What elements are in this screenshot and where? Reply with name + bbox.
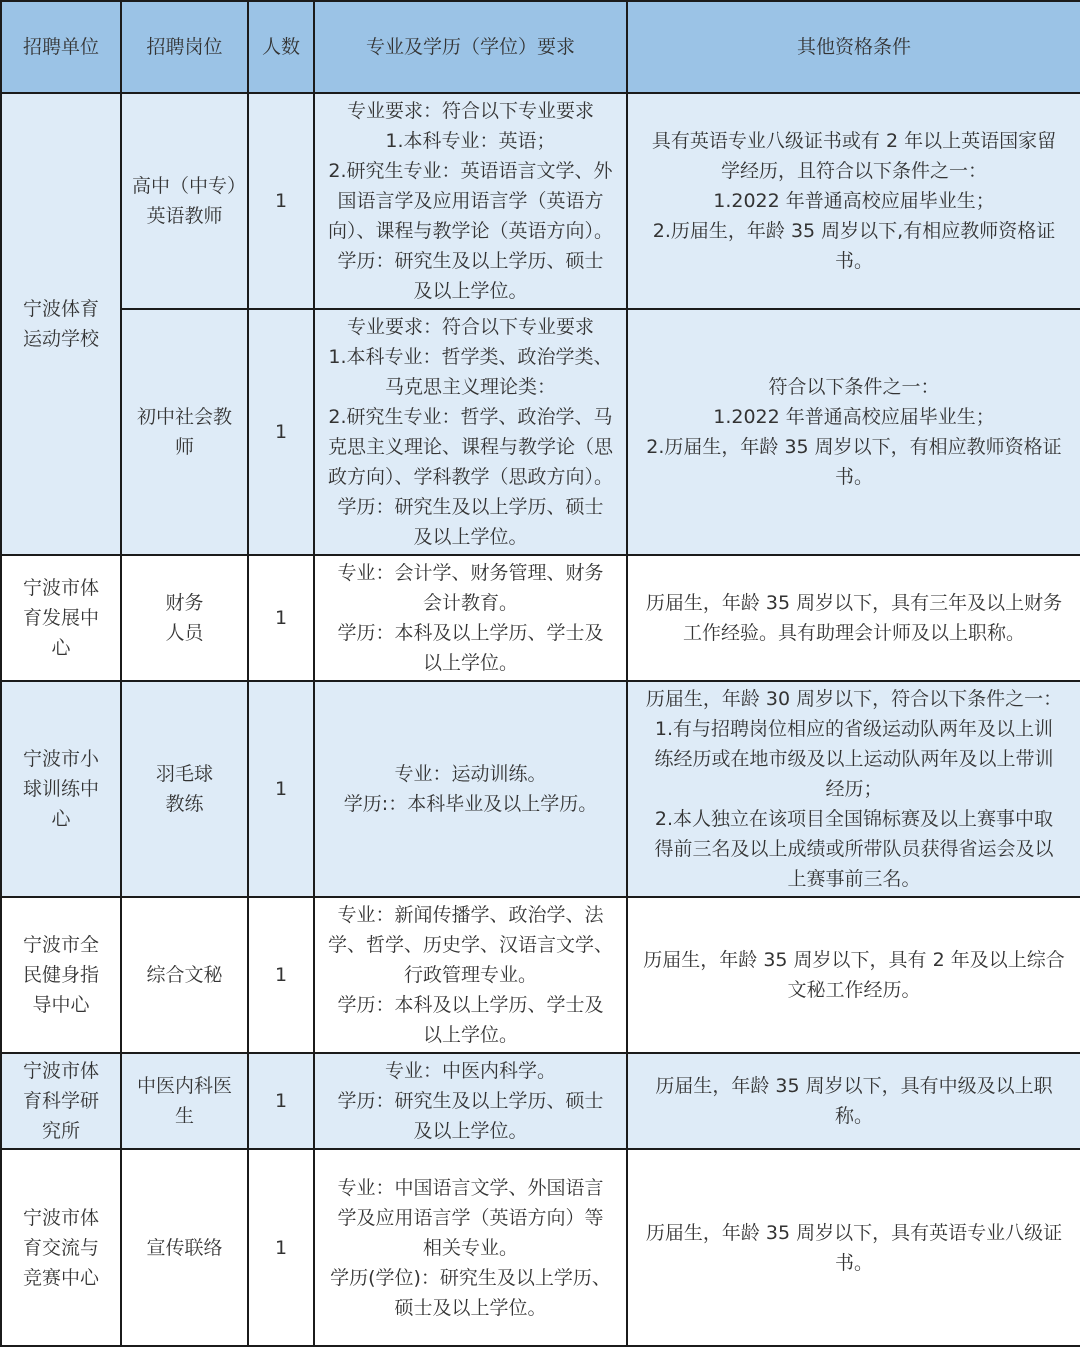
position-line: 初中社会教 <box>136 406 232 428</box>
requirement-line: 专业要求：符合以下专业要求 <box>346 100 594 122</box>
count-cell: 1 <box>248 1149 314 1346</box>
requirements-cell <box>314 897 627 1053</box>
requirement-line: 学、哲学、历史学、汉语言文学、 <box>327 934 613 956</box>
requirement-line: 学历：研究生及以上学历、硕士 <box>337 1090 604 1112</box>
position-cell <box>121 555 248 681</box>
conditions-cell <box>627 1149 1080 1346</box>
table-row <box>1 897 1080 1053</box>
requirement-line: 马克思主义理论类： <box>384 376 556 398</box>
unit-line: 宁波市全 <box>22 934 99 956</box>
requirement-line: 学历：本科及以上学历、学士及 <box>337 994 604 1016</box>
unit-line: 宁波市体 <box>22 1206 99 1229</box>
condition-line: 1.2022 年普通高校应届毕业生； <box>713 406 995 428</box>
table-row <box>1 93 1080 309</box>
position-line: 师 <box>174 436 194 458</box>
condition-line: 1.2022 年普通高校应届毕业生； <box>713 190 995 212</box>
condition-line: 文秘工作经历。 <box>787 979 921 1001</box>
condition-line: 书。 <box>834 250 873 272</box>
condition-line: 上赛事前三名。 <box>787 868 921 890</box>
requirement-line: 及以上学位。 <box>413 526 528 548</box>
position-cell <box>121 1053 248 1149</box>
unit-line: 宁波市体 <box>22 1060 99 1082</box>
requirement-line: 克思主义理论、课程与教学论（思 <box>327 436 613 458</box>
requirement-line: 学历：本科及以上学历、学士及 <box>337 622 604 644</box>
position-cell <box>121 897 248 1053</box>
unit-line: 宁波体育 <box>22 298 99 320</box>
position-line: 人员 <box>165 622 204 644</box>
requirements-cell <box>314 309 627 555</box>
requirement-line: 学及应用语言学（英语方向）等 <box>337 1206 604 1229</box>
header-requirements: 专业及学历（学位）要求 <box>314 1 627 93</box>
position-cell <box>121 93 248 309</box>
conditions-cell <box>627 897 1080 1053</box>
requirement-line: 向）、课程与教学论（英语方向）。 <box>327 220 613 242</box>
count-cell: 1 <box>248 897 314 1053</box>
requirements-cell <box>314 681 627 897</box>
requirement-line: 专业要求：符合以下专业要求 <box>346 316 594 338</box>
unit-line: 心 <box>51 637 71 659</box>
requirement-line: 学历(学位)：研究生及以上学历、 <box>330 1266 611 1289</box>
condition-line: 历届生，年龄 35 周岁以下，具有三年及以上财务 <box>645 592 1063 614</box>
table-row <box>1 681 1080 897</box>
condition-line: 2.历届生，年龄 35 周岁以下，有相应教师资格证 <box>646 436 1062 458</box>
position-line: 中医内科医 <box>136 1075 232 1097</box>
position-cell <box>121 681 248 897</box>
unit-line: 究所 <box>41 1120 80 1142</box>
unit-cell <box>1 1053 121 1149</box>
unit-line: 育科学研 <box>22 1090 99 1112</box>
unit-line: 宁波市小 <box>22 748 99 770</box>
condition-line: 历届生，年龄 35 周岁以下，具有英语专业八级证 <box>645 1221 1063 1244</box>
requirement-line: 政方向）、学科教学（思政方向）。 <box>327 466 613 488</box>
condition-line: 书。 <box>834 466 873 488</box>
header-count: 人数 <box>248 1 314 93</box>
requirement-line: 1.本科专业：哲学类、政治学类、 <box>328 346 613 368</box>
position-line: 宣传联络 <box>146 1236 223 1259</box>
requirement-line: 学历：研究生及以上学历、硕士 <box>337 250 604 272</box>
count-cell: 1 <box>248 309 314 555</box>
position-cell <box>121 1149 248 1346</box>
count-cell: 1 <box>248 555 314 681</box>
unit-cell <box>1 93 121 555</box>
header-row <box>1 1 1080 93</box>
requirements-cell <box>314 555 627 681</box>
table-row <box>1 1053 1080 1149</box>
unit-line: 导中心 <box>32 994 90 1016</box>
requirement-line: 相关专业。 <box>422 1236 518 1259</box>
unit-cell <box>1 1149 121 1346</box>
position-line: 羽毛球 <box>155 763 213 785</box>
condition-line: 练经历或在地市级及以上运动队两年及以上带训 <box>654 748 1054 770</box>
unit-cell <box>1 555 121 681</box>
requirement-line: 学历：研究生及以上学历、硕士 <box>337 496 604 518</box>
unit-line: 育发展中 <box>22 607 99 629</box>
position-line: 高中（中专） <box>132 175 247 197</box>
count-cell: 1 <box>248 1053 314 1149</box>
conditions-cell <box>627 1053 1080 1149</box>
requirement-line: 专业：中国语言文学、外国语言 <box>337 1176 604 1199</box>
condition-line: 书。 <box>834 1251 873 1274</box>
requirement-line: 以上学位。 <box>422 1024 518 1046</box>
unit-line: 球训练中 <box>22 778 99 800</box>
unit-line: 民健身指 <box>22 964 99 986</box>
position-line: 综合文秘 <box>146 964 223 986</box>
requirements-cell <box>314 93 627 309</box>
requirement-line: 及以上学位。 <box>413 1120 528 1142</box>
requirement-line: 专业：运动训练。 <box>394 763 547 785</box>
position-line: 英语教师 <box>146 205 223 227</box>
requirement-line: 会计教育。 <box>422 592 518 614</box>
requirement-line: 专业：中医内科学。 <box>384 1060 556 1082</box>
condition-line: 具有英语专业八级证书或有 2 年以上英语国家留 <box>651 130 1057 152</box>
unit-line: 宁波市体 <box>22 577 99 599</box>
table-row <box>1 555 1080 681</box>
position-line: 教练 <box>165 793 204 815</box>
conditions-cell <box>627 681 1080 897</box>
table-row <box>1 309 1080 555</box>
condition-line: 符合以下条件之一： <box>768 376 940 398</box>
requirements-cell <box>314 1053 627 1149</box>
unit-cell <box>1 897 121 1053</box>
condition-line: 得前三名及以上成绩或所带队员获得省运会及以 <box>654 838 1054 860</box>
unit-line: 心 <box>51 808 71 830</box>
condition-line: 历届生，年龄 35 周岁以下，具有中级及以上职称。 <box>655 1075 1053 1127</box>
header-position: 招聘岗位 <box>121 1 248 93</box>
requirement-line: 以上学位。 <box>422 652 518 674</box>
requirement-line: 学历:：本科毕业及以上学历。 <box>343 793 598 815</box>
condition-line: 2.历届生，年龄 35 周岁以下,有相应教师资格证 <box>652 220 1056 242</box>
position-cell <box>121 309 248 555</box>
count-cell: 1 <box>248 93 314 309</box>
condition-line: 1.有与招聘岗位相应的省级运动队两年及以上训 <box>654 718 1054 740</box>
conditions-cell <box>627 555 1080 681</box>
requirement-line: 专业：会计学、财务管理、财务 <box>337 562 604 584</box>
requirement-line: 硕士及以上学位。 <box>394 1296 547 1319</box>
requirement-line: 行政管理专业。 <box>403 964 537 986</box>
position-line: 财务 <box>165 592 204 614</box>
header-conditions: 其他资格条件 <box>627 1 1080 93</box>
count-cell: 1 <box>248 681 314 897</box>
condition-line: 学经历，且符合以下条件之一： <box>720 160 987 182</box>
header-unit: 招聘单位 <box>1 1 121 93</box>
requirement-line: 2.研究生专业：哲学、政治学、马 <box>328 406 613 428</box>
condition-line: 历届生，年龄 35 周岁以下，具有 2 年及以上综合 <box>643 949 1065 971</box>
conditions-cell <box>627 309 1080 555</box>
requirement-line: 专业：新闻传播学、政治学、法 <box>337 904 604 926</box>
unit-line: 运动学校 <box>22 328 99 350</box>
requirement-line: 1.本科专业：英语； <box>385 130 556 152</box>
condition-line: 历届生，年龄 30 周岁以下，符合以下条件之一： <box>645 688 1063 710</box>
condition-line: 2.本人独立在该项目全国锦标赛及以上赛事中取 <box>654 808 1054 830</box>
requirement-line: 国语言学及应用语言学（英语方 <box>337 190 604 212</box>
condition-line: 工作经验。具有助理会计师及以上职称。 <box>682 622 1025 644</box>
unit-cell <box>1 681 121 897</box>
requirement-line: 及以上学位。 <box>413 280 528 302</box>
table-row <box>1 1149 1080 1346</box>
position-line: 生 <box>174 1105 194 1127</box>
unit-line: 竞赛中心 <box>22 1266 99 1289</box>
conditions-cell <box>627 93 1080 309</box>
unit-line: 育交流与 <box>22 1236 99 1259</box>
condition-line: 经历； <box>825 778 883 800</box>
requirements-cell <box>314 1149 627 1346</box>
requirement-line: 2.研究生专业：英语语言文学、外 <box>328 160 613 182</box>
